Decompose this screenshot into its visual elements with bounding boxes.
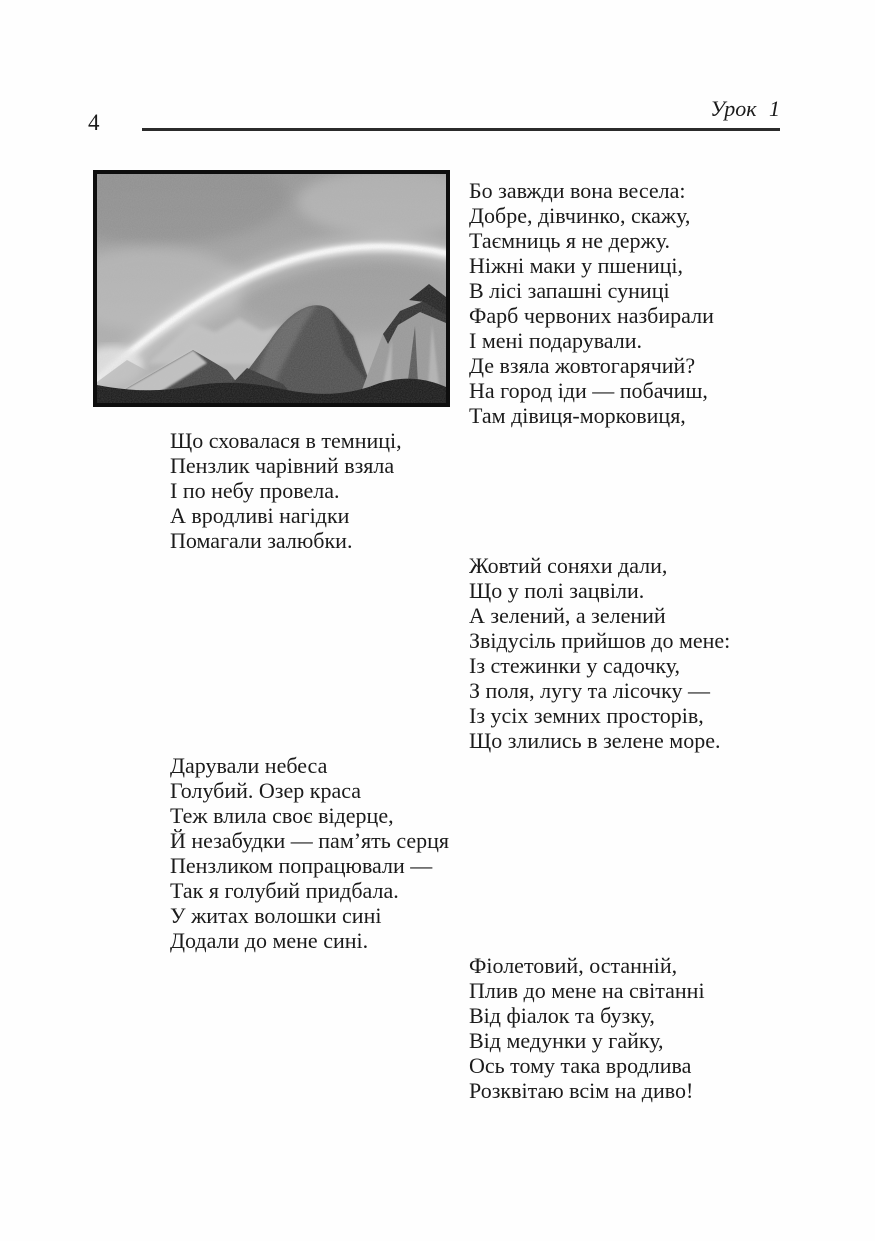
poem-line: Таємниць я не держу. <box>469 228 670 253</box>
poem-line: Із стежинки у садочку, <box>469 653 681 678</box>
poem-line: Голубий. Озер краса <box>170 778 362 803</box>
poem-line: Із усіх земних просторів, <box>469 703 704 728</box>
poem-line: Звідусіль прийшов до мене: <box>469 628 731 653</box>
poem-stanza-5 <box>469 953 705 1103</box>
poem-line: Розквітаю всім на диво! <box>469 1078 694 1103</box>
poem-line: Так я голубий придбала. <box>170 878 399 903</box>
poem-line: Де взяла жовтогарячий? <box>469 353 696 378</box>
poem-line: Ось тому така вродлива <box>469 1053 692 1078</box>
poem-line: На город іди — побачиш, <box>469 378 708 403</box>
poem-line: І мені подарували. <box>469 328 643 353</box>
poem-line: А вродливі нагідки <box>170 503 350 528</box>
poem-line: У житах волошки сині <box>170 903 382 928</box>
poem-stanza-1 <box>469 178 714 428</box>
poem-line: Бо завжди вона весела: <box>469 178 686 203</box>
poem-line: В лісі запашні суниці <box>469 278 670 303</box>
header-rule <box>142 128 780 131</box>
poem-line: Ніжні маки у пшениці, <box>469 253 683 278</box>
poem-line: Що сховалася в темниці, <box>170 428 402 453</box>
poem-line: Дарували небеса <box>170 753 328 778</box>
poem-line: Плив до мене на світанні <box>469 978 705 1003</box>
poem-line: Додали до мене сині. <box>170 928 369 953</box>
poem-line: Там дівиця-морковиця, <box>469 403 686 428</box>
mountain-rainbow-illustration <box>97 174 446 403</box>
poem-line: А зелений, а зелений <box>469 603 666 628</box>
poem-line: Фарб червоних назбирали <box>469 303 714 328</box>
poem-line: Пензлик чарівний взяла <box>170 453 395 478</box>
poem-line: Добре, дівчинко, скажу, <box>469 203 691 228</box>
poem-line: Жовтий соняхи дали, <box>469 553 668 578</box>
poem-line: Що у полі зацвіли. <box>469 578 645 603</box>
poem-line: Пензликом попрацювали — <box>170 853 433 878</box>
poem-line: Фіолетовий, останній, <box>469 953 678 978</box>
poem-stanza-4 <box>170 753 449 953</box>
poem-line: І по небу провела. <box>170 478 340 503</box>
poem-stanza-3 <box>469 553 730 753</box>
rainbow-over-mountains-photo <box>93 170 450 407</box>
poem-stanza-2 <box>170 428 402 553</box>
poem-line: Й незабудки — пам’ять серця <box>170 828 450 853</box>
poem-line: Теж влила своє відерце, <box>170 803 394 828</box>
page-number: 4 <box>88 110 100 135</box>
poem-line: Що злились в зелене море. <box>469 728 721 753</box>
poem-line: З поля, лугу та лісочку — <box>469 678 710 703</box>
poem-line: Від фіалок та бузку, <box>469 1003 655 1028</box>
lesson-title: Урок 1 <box>710 96 780 121</box>
poem-line: Помагали залюбки. <box>170 528 353 553</box>
poem-line: Від медунки у гайку, <box>469 1028 664 1053</box>
